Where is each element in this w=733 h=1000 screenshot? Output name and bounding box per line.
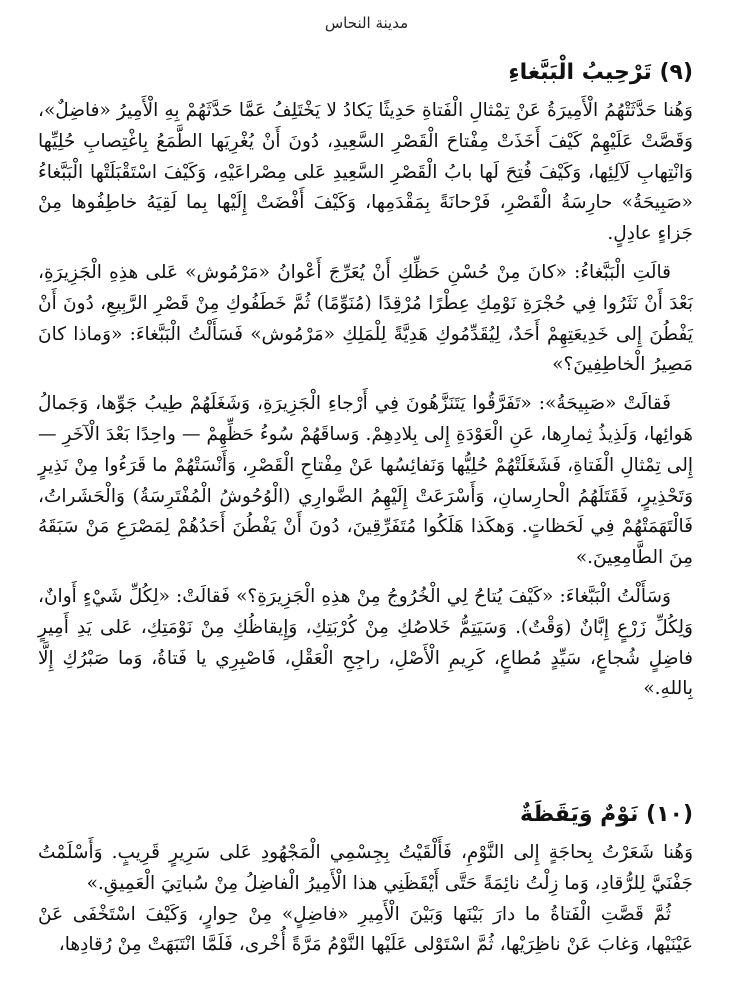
- paragraph: ثُمَّ قَصَّتِ الْفَتاةُ ما دارَ بَيْنَها وَبَيْنَ الْأَمِيرِ «فاضِلٍ» مِنْ حِوارٍ، وَكَيْفَ اسْتَخْفَى عَنْ عَيْنَيْها، وَغابَ عَنْ ناظِرَيْها، ثُمَّ اسْتَوْلى عَلَيْها النَّوْمُ مَرَّةً أُخْرى، فَلَمَّا انْتَبَهَتْ مِنْ رُقادِها،: [38, 903, 693, 956]
- section-sleep-and-waking: [38, 800, 693, 961]
- paragraph: فَقالَتْ «صَبِيحَةُ»: «تَفَرَّقُوا يَتَنَزَّهُونَ فِي أَرْجاءِ الْجَزِيرَةِ، وَشَغَلَهُمْ طِيبُ جَوِّها، وَجَمالُ هَوائِها، وَلَذِيذُ ثِمارِها، عَنِ الْعَوْدَةِ إِلى بِلادِهِمْ. وَساقَهُمْ سُوءُ حَظِّهِمْ — واحِدًا بَعْدَ الْآخَرِ — إِلى تِمْثالِ الْفَتاةِ، فَشَغَلَتْهُمْ حُلِيُّها وَنَفائِسُها عَنْ مِفْتاحِ الْقَصْرِ، وَأَنْسَتْهُمْ ما قَرَءُوا مِنْ نَذِيرٍ وَتَحْذِيرٍ، فَقَتَلَهُمُ الْحارِسانِ، وَأَسْرَعَتْ إِلَيْهِمُ الضَّوارِي (الْوُحُوشُ الْمُفْتَرِسَةُ) وَالْحَشَراتُ، فَالْتَهَمَتْهُمْ فِي لَحَظاتٍ. وَهكَذا هَلَكُوا مُتَفَرِّقِينَ، دُونَ أَنْ يَفْطُنَ أَحَدُهُمْ لِمَصْرَعِ مَنْ سَبَقَهُ مِنَ الطَّامِعِينَ.»: [38, 393, 693, 569]
- paragraph: وَسَأَلْتُ الْبَبَّغاءَ: «كَيْفَ يُتاحُ لِي الْخُرُوجُ مِنْ هذِهِ الْجَزِيرَةِ؟» فَقالَتْ: «لِكُلِّ شَيْءٍ أَوانٌ، وَلِكُلِّ زَرْعٍ إِبَّانٌ (وَقْتٌ). وَسَيَتِمُّ خَلاصُكِ مِنْ كُرْبَتِكِ، وَإِيقاظُكِ مِنْ نَوْمَتِكِ، عَلى يَدِ أَمِيرٍ فاضِلٍ شُجاعٍ، سَيِّدٍ مُطاعٍ، كَرِيمِ الْأَصْلِ، راجِحِ الْعَقْلِ، فَاصْبِرِي يا فَتاةُ، وَما صَبْرُكِ إِلَّا بِاللهِ.»: [38, 585, 693, 700]
- running-header: مدينة النحاس: [324, 14, 409, 32]
- paragraph: قالَتِ الْبَبَّغاءُ: «كانَ مِنْ حُسْنِ حَظِّكِ أَنْ يُعَرِّجَ أَعْوانُ «مَرْمُوش» عَلى هذِهِ الْجَزِيرَةِ، بَعْدَ أَنْ نَثَرُوا فِي حُجْرَةِ نَوْمِكِ عِطْرًا مُرْقِدًا (مُنَوِّمًا) ثُمَّ خَطَفُوكِ مِنْ قَصْرِ الرَّبِيعِ، دُونَ أَنْ يَفْطُنَ إِلى خَدِيعَتِهِمْ أَحَدٌ، لِيُقَدِّمُوكِ هَدِيَّةً لِلْمَلِكِ «مَرْمُوش» فَسَأَلْتُ الْبَبَّغاءَ: «وَماذا كانَ مَصِيرُ الْخاطِفِينَ؟»: [38, 261, 693, 376]
- section-title: (١٠) نَوْمٌ وَيَقَظَةٌ: [519, 802, 693, 827]
- paragraph: وَهُنا حَدَّثَتْهُمُ الْأَمِيرَةُ عَنْ تِمْثالِ الْفَتاةِ حَدِيثًا يَكادُ لا يَخْتَلِفُ عَمَّا حَدَّثَهُمْ بِهِ الْأَمِيرُ «فاضِلٌ»، وَقَصَّتْ عَلَيْهِمْ كَيْفَ أَخَذَتْ مِفْتاحَ الْقَصْرِ السَّعِيدِ، دُونَ أَنْ يُغْرِيَها الطَّمَعُ بِاغْتِصابِ حُلِيِّها وَانْتِهابِ لَآلِئِها، وَكَيْفَ فُتِحَ لَها بابُ الْقَصْرِ السَّعِيدِ عَلى مِصْراعَيْهِ، وَكَيْفَ اسْتَقْبَلَتْها الْبَبَّغاءُ «صَبِيحَةُ» حارِسَةُ الْقَصْرِ، فَرْحانَةً بِمَقْدَمِها، وَكَيْفَ أَفْضَتْ إِلَيْها بِما لَقِيَهُ خاطِفُوها مِنْ جَزاءٍ عادِلٍ.: [38, 100, 693, 245]
- section-parrot-welcome: [38, 58, 693, 705]
- paragraph: وَهُنا شَعَرْتُ بِحاجَةٍ إِلى النَّوْمِ، فَأَلْقَيْتُ بِجِسْمِي الْمَجْهُودِ عَلى سَرِيرٍ قَرِيبٍ. وَأَسْلَمْتُ جَفْنَيَّ لِلرُّقادِ، وَما زِلْتُ نائِمَةً حَتَّى أَيْقَظَنِي هذا الْأَمِيرُ الْفاضِلُ مِنْ سُباتِيَ الْعَمِيقِ.»: [38, 842, 693, 894]
- section-title: (٩) تَرْحِيبُ الْبَبَّغاءِ: [508, 60, 693, 85]
